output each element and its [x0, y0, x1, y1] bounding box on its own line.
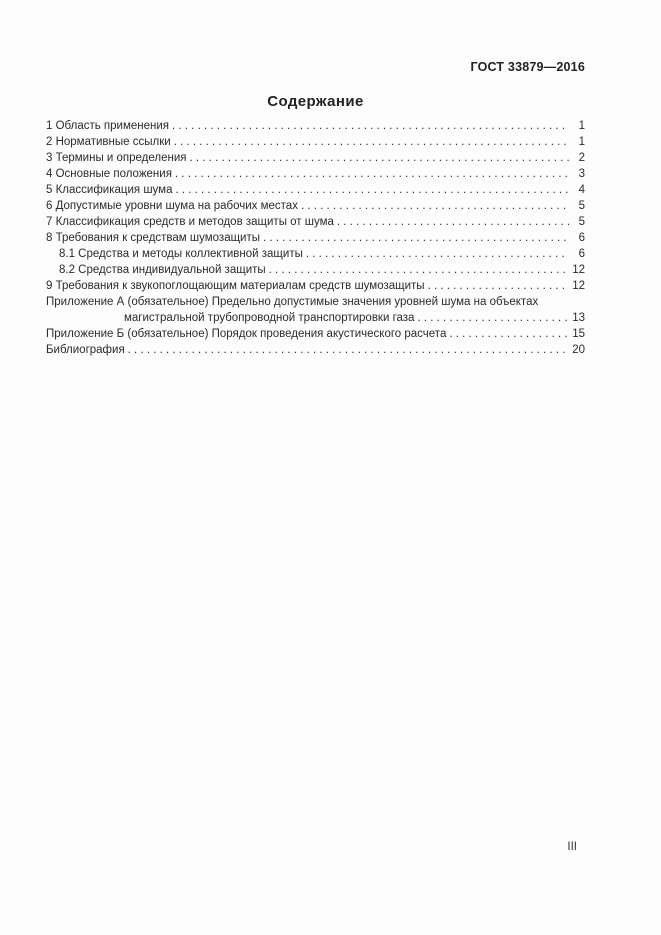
toc-page-number: 1	[578, 120, 585, 132]
toc-entry	[46, 134, 585, 150]
toc-dot-leader	[174, 134, 569, 150]
toc-page-number: 15	[572, 328, 585, 340]
toc-entry-label: 5 Классификация шума	[46, 184, 173, 196]
toc-page-number: 6	[578, 248, 585, 260]
toc-entry	[46, 278, 585, 294]
toc-entry-label: Приложение Б (обязательное) Порядок проведения акустического расчета	[46, 328, 447, 340]
toc-dot-leader	[172, 118, 569, 134]
toc-entry-label: 8.2 Средства индивидуальной защиты	[59, 264, 266, 276]
toc-dot-leader	[263, 230, 569, 246]
toc-page-number: 20	[572, 344, 585, 356]
toc-entry	[46, 230, 585, 246]
toc-entry	[46, 342, 585, 358]
toc-entry	[46, 294, 585, 310]
toc-entry-label: 2 Нормативные ссылки	[46, 136, 171, 148]
toc-entry	[46, 262, 585, 278]
toc-entry	[46, 214, 585, 230]
page-title: Содержание	[267, 93, 364, 110]
toc-entry-label: магистральной трубопроводной транспортировки газа	[124, 312, 415, 324]
toc-dot-leader	[175, 182, 569, 198]
toc-entry	[46, 182, 585, 198]
toc-entry-label: 3 Термины и определения	[46, 152, 187, 164]
toc-dot-leader	[337, 214, 569, 230]
toc-page-number: 13	[572, 312, 585, 324]
toc-page-number: 5	[578, 216, 585, 228]
toc-page-number: 2	[578, 152, 585, 164]
toc-page-number: 5	[578, 200, 585, 212]
toc-entry	[46, 246, 585, 262]
toc-entry-label: Приложение А (обязательное) Предельно допустимые значения уровней шума на объектах	[46, 296, 539, 308]
toc-dot-leader	[175, 166, 569, 182]
footer-page-number: III	[567, 841, 577, 853]
toc-page-number: 12	[572, 280, 585, 292]
toc-dot-leader	[301, 198, 569, 214]
toc-entry	[46, 166, 585, 182]
toc-entry	[46, 150, 585, 166]
toc-entry-label: 1 Область применения	[46, 120, 170, 132]
toc-entry	[46, 118, 585, 134]
toc-entry	[46, 326, 585, 342]
toc-page-number: 3	[578, 168, 585, 180]
toc-entry	[46, 198, 585, 214]
toc-page-number: 12	[572, 264, 585, 276]
toc-dot-leader	[190, 150, 569, 166]
toc-dot-leader	[449, 326, 569, 342]
document-number-header: ГОСТ 33879—2016	[470, 60, 585, 74]
toc-page-number: 1	[578, 136, 585, 148]
toc-dot-leader	[269, 262, 569, 278]
toc-dot-leader	[417, 310, 569, 326]
toc-entry-label: 7 Классификация средств и методов защиты от шума	[46, 216, 334, 228]
toc-entry-label: 8 Требования к средствам шумозащиты	[46, 232, 261, 244]
toc-dot-leader	[306, 246, 569, 262]
toc-page-number: 6	[578, 232, 585, 244]
toc-entry-label: Библиография	[46, 344, 125, 356]
toc-entry	[46, 310, 585, 326]
toc-page-number: 4	[578, 184, 585, 196]
toc-entry-label: 8.1 Средства и методы коллективной защиты	[59, 248, 303, 260]
toc-list	[46, 118, 585, 358]
toc-dot-leader	[128, 342, 569, 358]
toc-entry-label: 9 Требования к звукопоглощающим материалам средств шумозащиты	[46, 280, 425, 292]
toc-dot-leader	[428, 278, 569, 294]
toc-entry-label: 6 Допустимые уровни шума на рабочих местах	[46, 200, 298, 212]
toc-entry-label: 4 Основные положения	[46, 168, 172, 180]
